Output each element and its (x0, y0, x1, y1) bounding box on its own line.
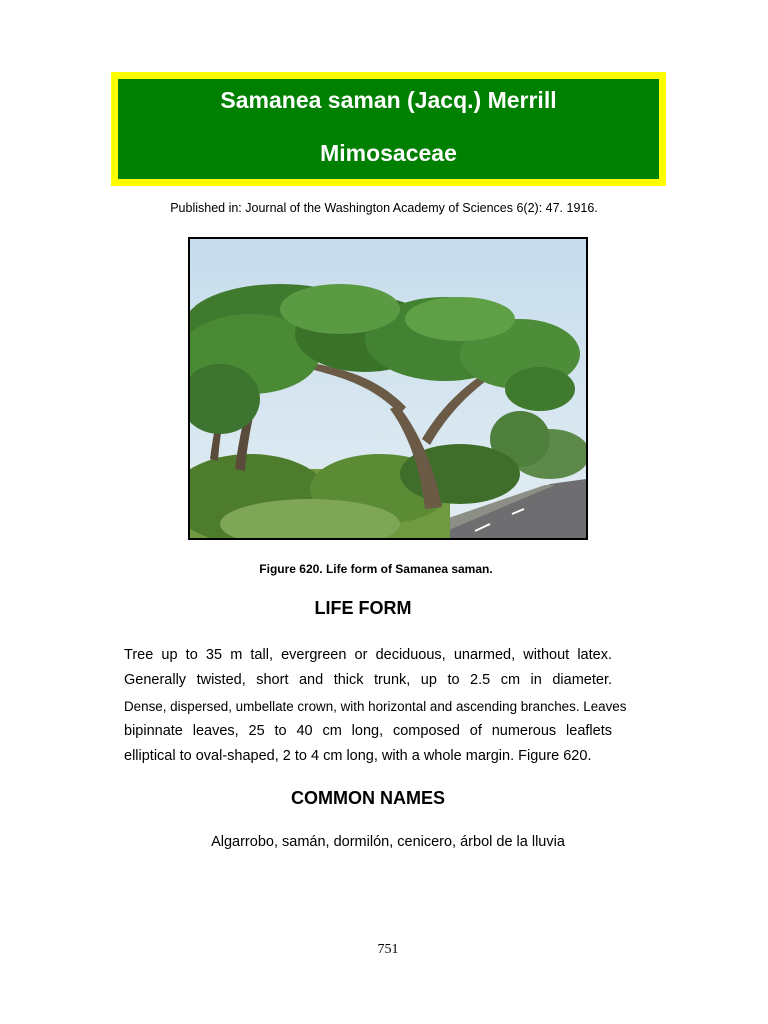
title-box (111, 72, 666, 186)
figure-caption (0, 562, 768, 576)
life-form-line: Tree up to 35 m tall, evergreen or deciduous, unarmed, without latex. (124, 647, 612, 663)
life-form-line: bipinnate leaves, 25 to 40 cm long, composed of numerous leaflets (124, 722, 612, 739)
life-form-paragraph (124, 643, 627, 769)
life-form-line: Generally twisted, short and thick trunk, up to 2.5 cm in diameter. (124, 672, 612, 689)
publication-reference: Published in: Journal of the Washington Academy of Sciences 6(2): 47. 1916. (170, 201, 598, 215)
common-names-heading: COMMON NAMES (291, 788, 445, 808)
life-form-line: elliptical to oval-shaped, 2 to 4 cm long, with a whole margin. Figure 620. (124, 748, 592, 765)
life-form-heading: LIFE FORM (314, 598, 412, 618)
life-form-line: Dense, dispersed, umbellate crown, with horizontal and ascending branches. Leaves (124, 698, 627, 714)
tree-photo (188, 237, 588, 540)
page-number: 751 (377, 942, 399, 957)
common-names-list: Algarrobo, samán, dormilón, cenicero, árbol de la lluvia (211, 834, 565, 850)
family-title: Mimosaceae (320, 140, 457, 166)
species-title: Samanea saman (Jacq.) Merrill (220, 87, 557, 113)
figure-caption-text: Figure 620. Life form of Samanea saman. (259, 562, 493, 576)
title-panel (118, 79, 659, 179)
tree-photo-image (190, 239, 586, 538)
